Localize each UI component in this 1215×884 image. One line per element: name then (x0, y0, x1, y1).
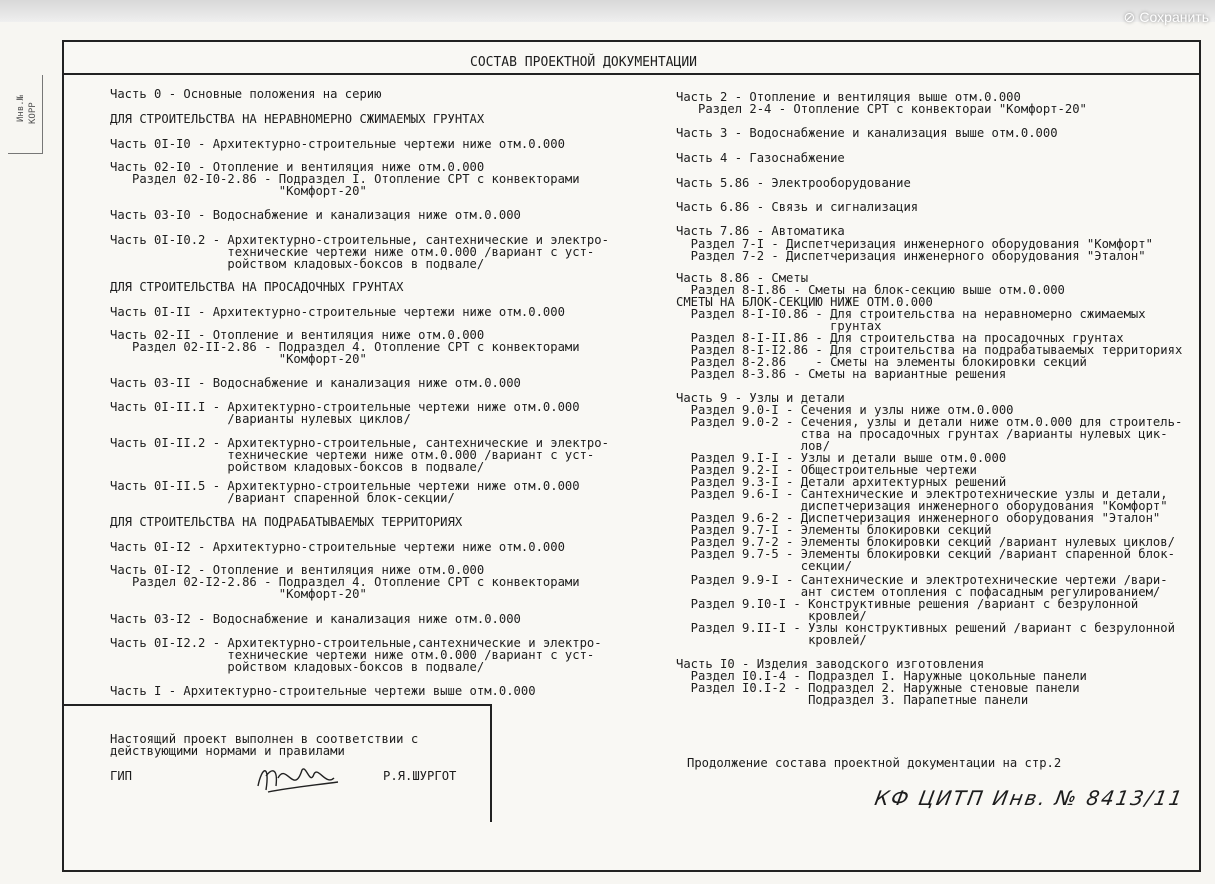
right-line: Раздел 9.I-I - Узлы и детали выше отм.0.000 (676, 451, 1007, 465)
right-line: Раздел 8-I-I2.86 - Для строительства на подрабатываемых территориях (676, 343, 1183, 357)
right-line: Часть 2 - Отопление и вентиляция выше отм.0.000 (676, 90, 1021, 104)
left-line: "Комфорт-20" (110, 587, 367, 601)
right-line: Часть 8.86 - Сметы (676, 271, 809, 285)
right-line: Раздел 9.7-5 - Элементы блокировки секций /вариант спаренной блок- (676, 547, 1175, 561)
right-line: Раздел 9.0-2 - Сечения, узлы и детали ниже отм.0.000 для строитель- (676, 415, 1183, 429)
right-line: Часть 9 - Узлы и детали (676, 391, 845, 405)
left-line: Часть 03-I0 - Водоснабжение и канализация ниже отм.0.000 (110, 208, 521, 222)
left-line: Часть 0I-I2 - Отопление и вентиляция ниже отм.0.000 (110, 563, 485, 577)
right-line: Раздел 9.2-I - Общестроительные чертежи (676, 463, 977, 477)
right-line: Раздел 8-I-I0.86 - Для строительства на неравномерно сжимаемых (676, 307, 1146, 321)
continuation-note: Продолжение состава проектной документации на стр.2 (687, 756, 1062, 770)
right-line: секции/ (676, 559, 853, 573)
right-line: Раздел 8-I-II.86 - Для строительства на просадочных грунтах (676, 331, 1124, 345)
left-section-heading: ДЛЯ СТРОИТЕЛЬСТВА НА ПРОСАДОЧНЫХ ГРУНТАХ (110, 280, 404, 294)
right-line: Раздел 2-4 - Отопление СРТ с конвектораи "Комфорт-20" (676, 102, 1087, 116)
right-line: ства на просадочных грунтах /варианты нулевых цик- (676, 427, 1168, 441)
signature-image (248, 756, 348, 800)
right-line: кровлей/ (676, 609, 867, 623)
left-line: Раздел 02-I0-2.86 - Подраздел I. Отопление СРТ с конвекторами (110, 172, 580, 186)
right-line: грунтах (676, 319, 882, 333)
left-line: "Комфорт-20" (110, 352, 367, 366)
left-line: Часть 0I-I0 - Архитектурно-строительные чертежи ниже отм.0.000 (110, 137, 565, 151)
right-line: Часть 7.86 - Автоматика (676, 224, 845, 238)
left-line: Часть 03-II - Водоснабжение и канализация ниже отм.0.000 (110, 376, 521, 390)
right-line: Раздел 9.0-I - Сечения и узлы ниже отм.0.000 (676, 403, 1014, 417)
left-line: Часть 02-II - Отопление и вентиляция ниже отм.0.000 (110, 328, 485, 342)
left-line: Часть 0I-II.5 - Архитектурно-строительные чертежи ниже отм.0.000 (110, 479, 580, 493)
margin-stamp (14, 80, 44, 150)
left-line: технические чертежи ниже отм.0.000 /вариант с уст- (110, 245, 595, 259)
right-line: Раздел 9.I0-I - Конструктивные решения /вариант с безрулонной (676, 597, 1139, 611)
left-line: Часть 0I-II - Архитектурно-строительные чертежи ниже отм.0.000 (110, 305, 565, 319)
left-line: Часть 0I-I2.2 - Архитектурно-строительные,сантехнические и электро- (110, 636, 602, 650)
margin-stamp-line1: Инв.№ (16, 94, 26, 122)
pin-icon: ⊘ (1123, 9, 1136, 25)
right-line: кровлей/ (676, 633, 867, 647)
right-line: Раздел 7-I - Диспетчеризация инженерного оборудования "Комфорт" (676, 237, 1153, 251)
right-line: Подраздел 3. Парапетные панели (676, 693, 1029, 707)
left-line: Раздел 02-II-2.86 - Подраздел 4. Отопление СРТ с конвекторами (110, 340, 580, 354)
left-section-heading: ДЛЯ СТРОИТЕЛЬСТВА НА НЕРАВНОМЕРНО СЖИМАЕМЫХ ГРУНТАХ (110, 112, 485, 126)
left-line: Часть 03-I2 - Водоснабжение и канализация ниже отм.0.000 (110, 612, 521, 626)
right-line: Раздел 7-2 - Диспетчеризация инженерного оборудования "Эталон" (676, 249, 1146, 263)
page-title: СОСТАВ ПРОЕКТНОЙ ДОКУМЕНТАЦИИ (470, 55, 697, 70)
left-line: ройством кладовых-боксов в подвале/ (110, 660, 485, 674)
margin-stamp-line2: КОРР (28, 102, 38, 124)
right-line: Раздел I0.I-4 - Подраздел I. Наружные цокольные панели (676, 669, 1087, 683)
right-line: Часть 4 - Газоснабжение (676, 151, 845, 165)
left-line: Часть 0I-II.I - Архитектурно-строительные чертежи ниже отм.0.000 (110, 400, 580, 414)
right-line: диспетчеризация инженерного оборудования "Комфорт" (676, 499, 1168, 513)
left-line: Раздел 02-I2-2.86 - Подраздел 4. Отопление СРТ с конвекторами (110, 575, 580, 589)
right-line: Раздел 9.7-I - Элементы блокировки секций (676, 523, 992, 537)
left-line: ройством кладовых-боксов в подвале/ (110, 460, 485, 474)
right-line: Раздел 9.6-I - Сантехнические и электротехнические узлы и детали, (676, 487, 1168, 501)
right-line: Раздел 8-I.86 - Сметы на блок-секцию выше отм.0.000 (676, 283, 1065, 297)
left-line: технические чертежи ниже отм.0.000 /вариант с уст- (110, 648, 595, 662)
right-line: лов/ (676, 439, 831, 453)
chief-engineer-label: ГИП (110, 769, 133, 783)
left-section-heading: ДЛЯ СТРОИТЕЛЬСТВА НА ПОДРАБАТЫВАЕМЫХ ТЕРРИТОРИЯХ (110, 515, 463, 529)
left-line: ройством кладовых-боксов в подвале/ (110, 257, 485, 271)
left-line: Часть 0I-I0.2 - Архитектурно-строительные, сантехнические и электро- (110, 233, 609, 247)
right-line: Часть 6.86 - Связь и сигнализация (676, 200, 919, 214)
compliance-note-line2: действующими нормами и правилами (110, 744, 345, 758)
right-line: Раздел 9.9-I - Сантехнические и электротехнические чертежи /вари- (676, 573, 1168, 587)
save-button[interactable] (1122, 9, 1209, 26)
right-line: Раздел 9.7-2 - Элементы блокировки секций /вариант нулевых циклов/ (676, 535, 1175, 549)
left-line: Часть I - Архитектурно-строительные чертежи выше отм.0.000 (110, 684, 536, 698)
right-line: Раздел 9.3-I - Детали архитектурных решений (676, 475, 1007, 489)
left-line: /варианты нулевых циклов/ (110, 412, 411, 426)
right-line: Часть I0 - Изделия заводского изготовления (676, 657, 985, 671)
left-line: Часть 0I-I2 - Архитектурно-строительные чертежи ниже отм.0.000 (110, 540, 565, 554)
compliance-note-line1: Настоящий проект выполнен в соответствии с (110, 732, 419, 746)
left-line: "Комфорт-20" (110, 184, 367, 198)
left-line: технические чертежи ниже отм.0.000 /вариант с уст- (110, 448, 595, 462)
inventory-number: КФ ЦИТП Инв. № 8413/11 (872, 786, 1186, 810)
right-line: Раздел 9.6-2 - Диспетчеризация инженерного оборудования "Эталон" (676, 511, 1161, 525)
left-line: Часть 0 - Основные положения на серию (110, 87, 382, 101)
right-line: Раздел I0.I-2 - Подраздел 2. Наружные стеновые панели (676, 681, 1080, 695)
right-section-heading: СМЕТЫ НА БЛОК-СЕКЦИЮ НИЖЕ ОТМ.0.000 (676, 295, 933, 309)
right-line: Раздел 9.II-I - Узлы конструктивных решений /вариант с безрулонной (676, 621, 1175, 635)
left-line: Часть 0I-II.2 - Архитектурно-строительные, сантехнические и электро- (110, 436, 609, 450)
save-label: Сохранить (1139, 9, 1209, 25)
top-toolbar (0, 0, 1215, 25)
right-line: Часть 5.86 - Электрооборудование (676, 176, 911, 190)
right-line: ант систем отопления с пофасадным регулированием/ (676, 585, 1161, 599)
left-line: /вариант спаренной блок-секции/ (110, 491, 455, 505)
left-line: Часть 02-I0 - Отопление и вентиляция ниже отм.0.000 (110, 160, 485, 174)
right-line: Часть 3 - Водоснабжение и канализация выше отм.0.000 (676, 126, 1058, 140)
right-line: Раздел 8-2.86 - Сметы на элементы блокировки секций (676, 355, 1087, 369)
right-line: Раздел 8-3.86 - Сметы на вариантные решения (676, 367, 1007, 381)
chief-engineer-name: Р.Я.ШУРГОТ (383, 769, 457, 783)
title-divider (62, 73, 1201, 75)
